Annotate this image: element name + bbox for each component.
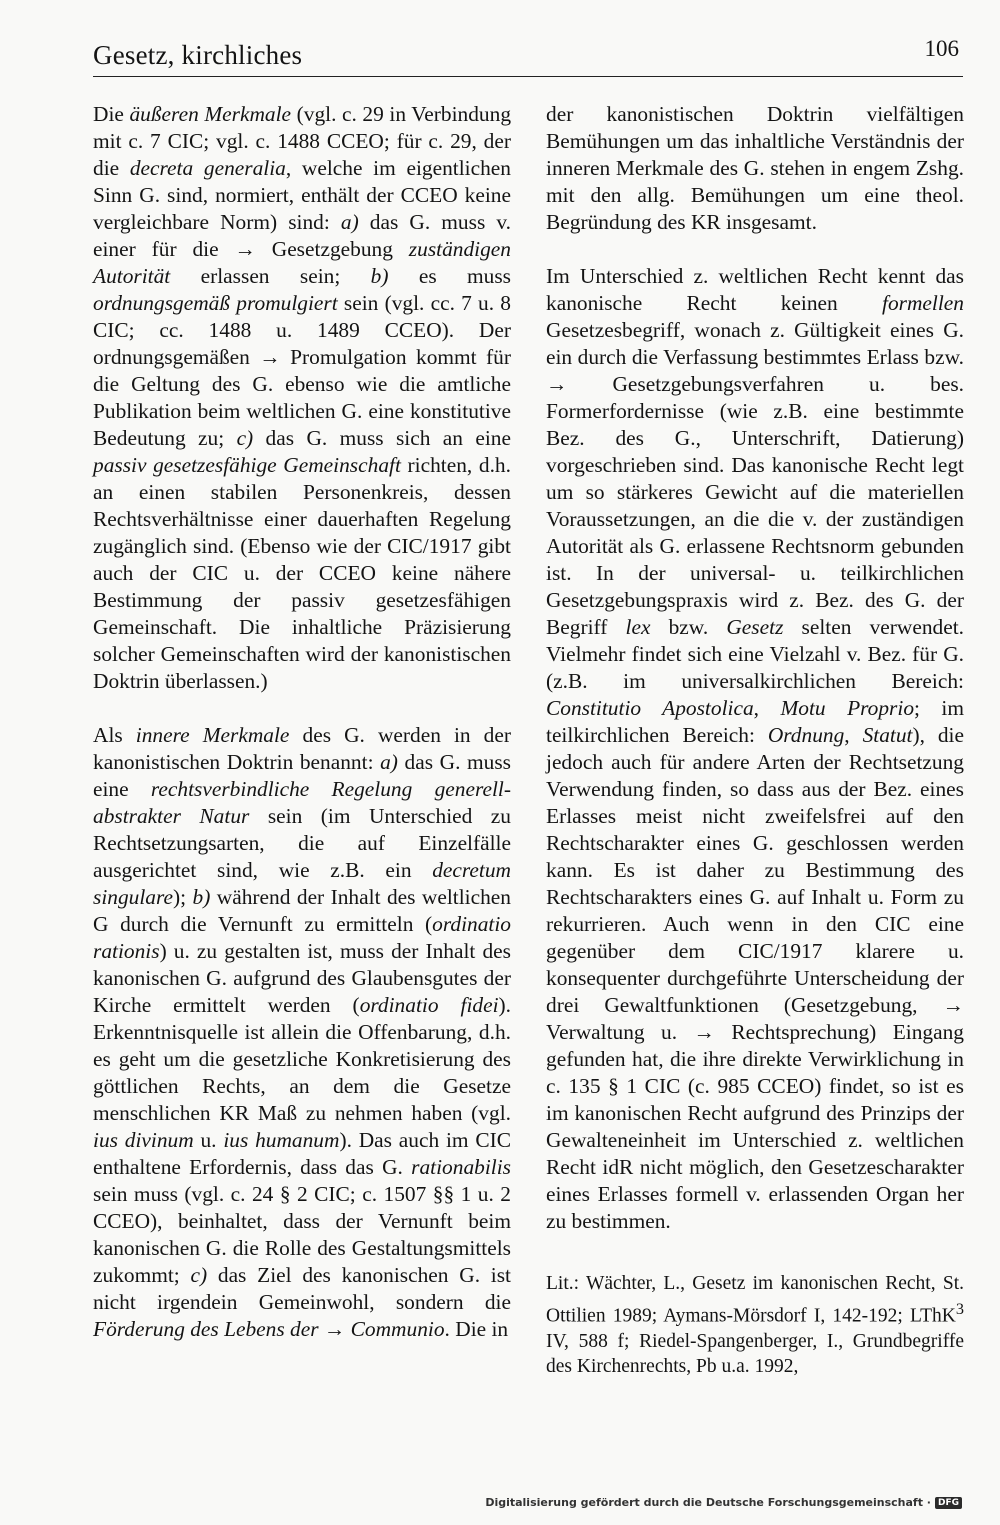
page-number: 106 bbox=[924, 36, 959, 61]
header-rule bbox=[93, 76, 963, 77]
left-column bbox=[93, 101, 511, 1343]
page-title: Gesetz, kirchliches bbox=[93, 40, 303, 70]
digitization-footer bbox=[485, 1496, 962, 1509]
dfg-logo: DFG bbox=[935, 1497, 962, 1509]
right-column bbox=[546, 101, 964, 1380]
footer-credit: Digitalisierung gefördert durch die Deutsche Forschungsgemeinschaft · bbox=[485, 1496, 931, 1509]
paragraph-internal-features: Als innere Merkmale des G. werden in der kanonistischen Doktrin benannt: a) das G. muss eine rechtsverbindliche Regelung generell-abstrakter Natur sein (im Unterschied zu Rechtsetzungsarten, die auf Einzelfälle ausgerichtet sind, wie z.B. ein decretum singulare); b) während der Inhalt des weltlichen G durch die Vernunft zu ermitteln (ordinatio rationis) u. zu gestalten ist, muss der Inhalt des kanonischen G. aufgrund des Glaubensgutes der Kirche ermittelt werden (ordinatio fidei). Erkenntnisquelle ist allein die Offenbarung, d.h. es geht um die gesetzliche Konkretisierung des göttlichen Rechts, an dem die Gesetze menschlichen KR Maß zu nehmen haben (vgl. ius divinum u. ius humanum). Das auch im CIC enthaltene Erfordernis, dass das G. rationabilis sein muss (vgl. c. 24 § 2 CIC; c. 1507 §§ 1 u. 2 CCEO), beinhaltet, dass der Vernunft beim kanonischen G. die Rolle des Gestaltungsmittels zukommt; c) das Ziel des kanonischen G. ist nicht irgendein Gemeinwohl, sondern die Förderung des Lebens der → Communio. Die in bbox=[93, 723, 512, 1341]
paragraph-formal-concept: Im Unterschied z. weltlichen Recht kennt das kanonische Recht keinen formellen Gesetzesbegriff, wonach z. Gültigkeit eines G. ein durch die Verfassung bestimmtes Erlass bzw. → Gesetzgebungsverfahren u. bes. Formerfordernisse (wie z.B. eine bestimmte Bez. des G., Unterschrift, Datierung) vorgeschrieben sind. Das kanonische Recht legt um so stärkeres Gewicht auf die materiellen Voraussetzungen, an die die v. der zuständigen Autorität als G. erlassene Rechtsnorm gebunden ist. In der universal- u. teilkirchlichen Gesetzgebungspraxis wird z. Bez. des G. der Begriff lex bzw. Gesetz selten verwendet. Vielmehr findet sich eine Vielzahl v. Bez. für G. (z.B. im universalkirchlichen Bereich: Constitutio Apostolica, Motu Proprio; im teilkirchlichen Bereich: Ordnung, Statut), die jedoch auch für andere Arten der Rechtsetzung Verwendung finden, so dass aus der Bez. eines Erlasses meist nicht zweifelsfrei auf den Rechtscharakter eines G. geschlossen werden kann. Es ist daher zu Bestimmung des Rechtscharakters eines G. auf Inhalt u. Form zu rekurrieren. Auch wenn in den CIC eine gegenüber dem CIC/1917 klarere u. konsequenter durchgeführte Unterscheidung der drei Gewaltfunktionen (Gesetzgebung, → Verwaltung u. → Rechtsprechung) Eingang gefunden hat, die ihre direkte Verwirklichung in c. 135 § 1 CIC (c. 985 CCEO) findet, so ist es im kanonischen Recht aufgrund des Prinzips der Gewalteneinheit im Unterschied z. weltlichen Recht idR nicht möglich, den Gesetzescharakter eines Erlasses formell v. erlassenden Organ her zu bestimmen. bbox=[546, 264, 965, 1233]
literature-references: Lit.: Wächter, L., Gesetz im kanonischen Recht, St. Ottilien 1989; Aymans-Mörsdorf I, 142-192; LThK$^3$ IV, 588 f; Riedel-Spangenberger, I., Grundbegriffe des Kirchenrechts, Pb u.a. 1992, bbox=[546, 1273, 964, 1377]
running-header bbox=[93, 36, 961, 76]
paragraph-continuation: der kanonistischen Doktrin vielfältigen Bemühungen um das inhaltliche Verständnis der inneren Merkmale des G. stehen in engem Zshg. mit den allg. Bemühungen um eine theol. Begründung des KR insgesamt. bbox=[546, 102, 964, 234]
paragraph-external-features: Die äußeren Merkmale (vgl. c. 29 in Verbindung mit c. 7 CIC; vgl. c. 1488 CCEO; für c. 29, der die decreta generalia, welche im eigentlichen Sinn G. sind, normiert, enthält der CCEO keine vergleichbare Norm) sind: a) das G. muss v. einer für die → Gesetzgebung zuständigen Autorität erlassen sein; b) es muss ordnungsgemäß promulgiert sein (vgl. cc. 7 u. 8 CIC; cc. 1488 u. 1489 CCEO). Der ordnungsgemäßen → Promulgation kommt für die Geltung des G. ebenso wie die amtliche Publikation beim weltlichen G. eine konstitutive Bedeutung zu; c) das G. muss sich an eine passiv gesetzesfähige Gemeinschaft richten, d.h. an einen stabilen Personenkreis, dessen Rechtsverhältnisse einer dauerhaften Regelung zugänglich sind. (Ebenso wie der CIC/1917 gibt auch der CIC u. der CCEO keine nähere Bestimmung der passiv gesetzesfähigen Gemeinschaft. Die inhaltliche Präzisierung solcher Gemeinschaften wird der kanonistischen Doktrin überlassen.) bbox=[93, 102, 512, 693]
